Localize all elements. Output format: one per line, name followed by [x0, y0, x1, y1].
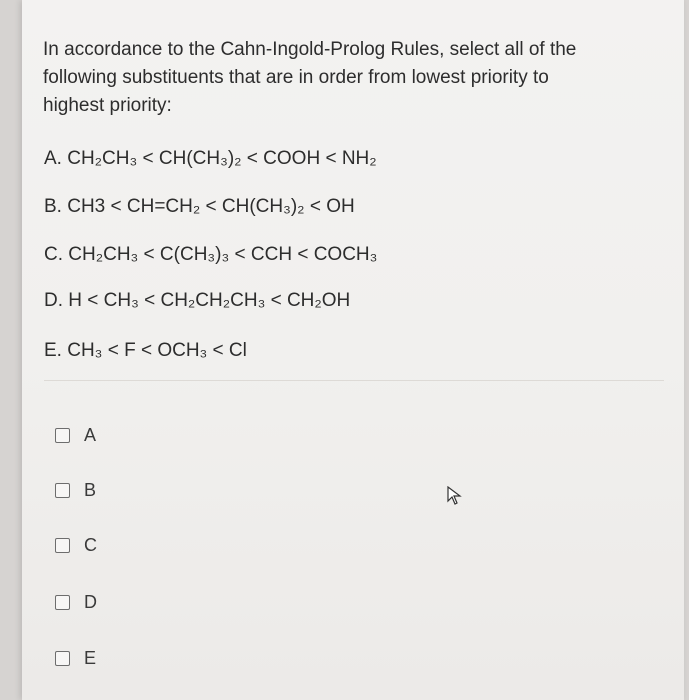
question-line-1: In accordance to the Cahn-Ingold-Prolog Rules, select all of the	[43, 39, 577, 60]
choice-c[interactable]	[55, 535, 97, 556]
choice-e[interactable]	[55, 648, 96, 669]
choice-a[interactable]	[55, 425, 96, 446]
option-d-text: D. H < CH₃ < CH₂CH₂CH₃ < CH₂OH	[44, 290, 351, 311]
option-b-text: B. CH3 < CH=CH₂ < CH(CH₃)₂ < OH	[44, 196, 355, 217]
mouse-cursor-icon	[447, 486, 463, 506]
choice-c-label: C	[84, 535, 97, 555]
choice-a-label: A	[84, 425, 97, 445]
divider	[44, 380, 664, 381]
choice-b-label: B	[84, 480, 97, 500]
choice-d[interactable]	[55, 592, 97, 613]
option-a-text: A. CH₂CH₃ < CH(CH₃)₂ < COOH < NH₂	[44, 148, 377, 169]
question-line-3: highest priority:	[43, 95, 172, 116]
option-e-text: E. CH₃ < F < OCH₃ < Cl	[44, 340, 247, 361]
option-c-text: C. CH₂CH₃ < C(CH₃)₃ < CCH < COCH₃	[44, 244, 378, 265]
question-text	[43, 36, 633, 120]
checkbox-a[interactable]	[55, 428, 70, 443]
checkbox-c[interactable]	[55, 538, 70, 553]
question-card	[22, 0, 684, 700]
checkbox-e[interactable]	[55, 651, 70, 666]
choice-e-label: E	[84, 648, 97, 668]
checkbox-d[interactable]	[55, 595, 70, 610]
choice-b[interactable]	[55, 480, 96, 501]
choice-d-label: D	[84, 592, 97, 612]
checkbox-b[interactable]	[55, 483, 70, 498]
question-line-2: following substituents that are in order from lowest priority to	[43, 67, 549, 88]
